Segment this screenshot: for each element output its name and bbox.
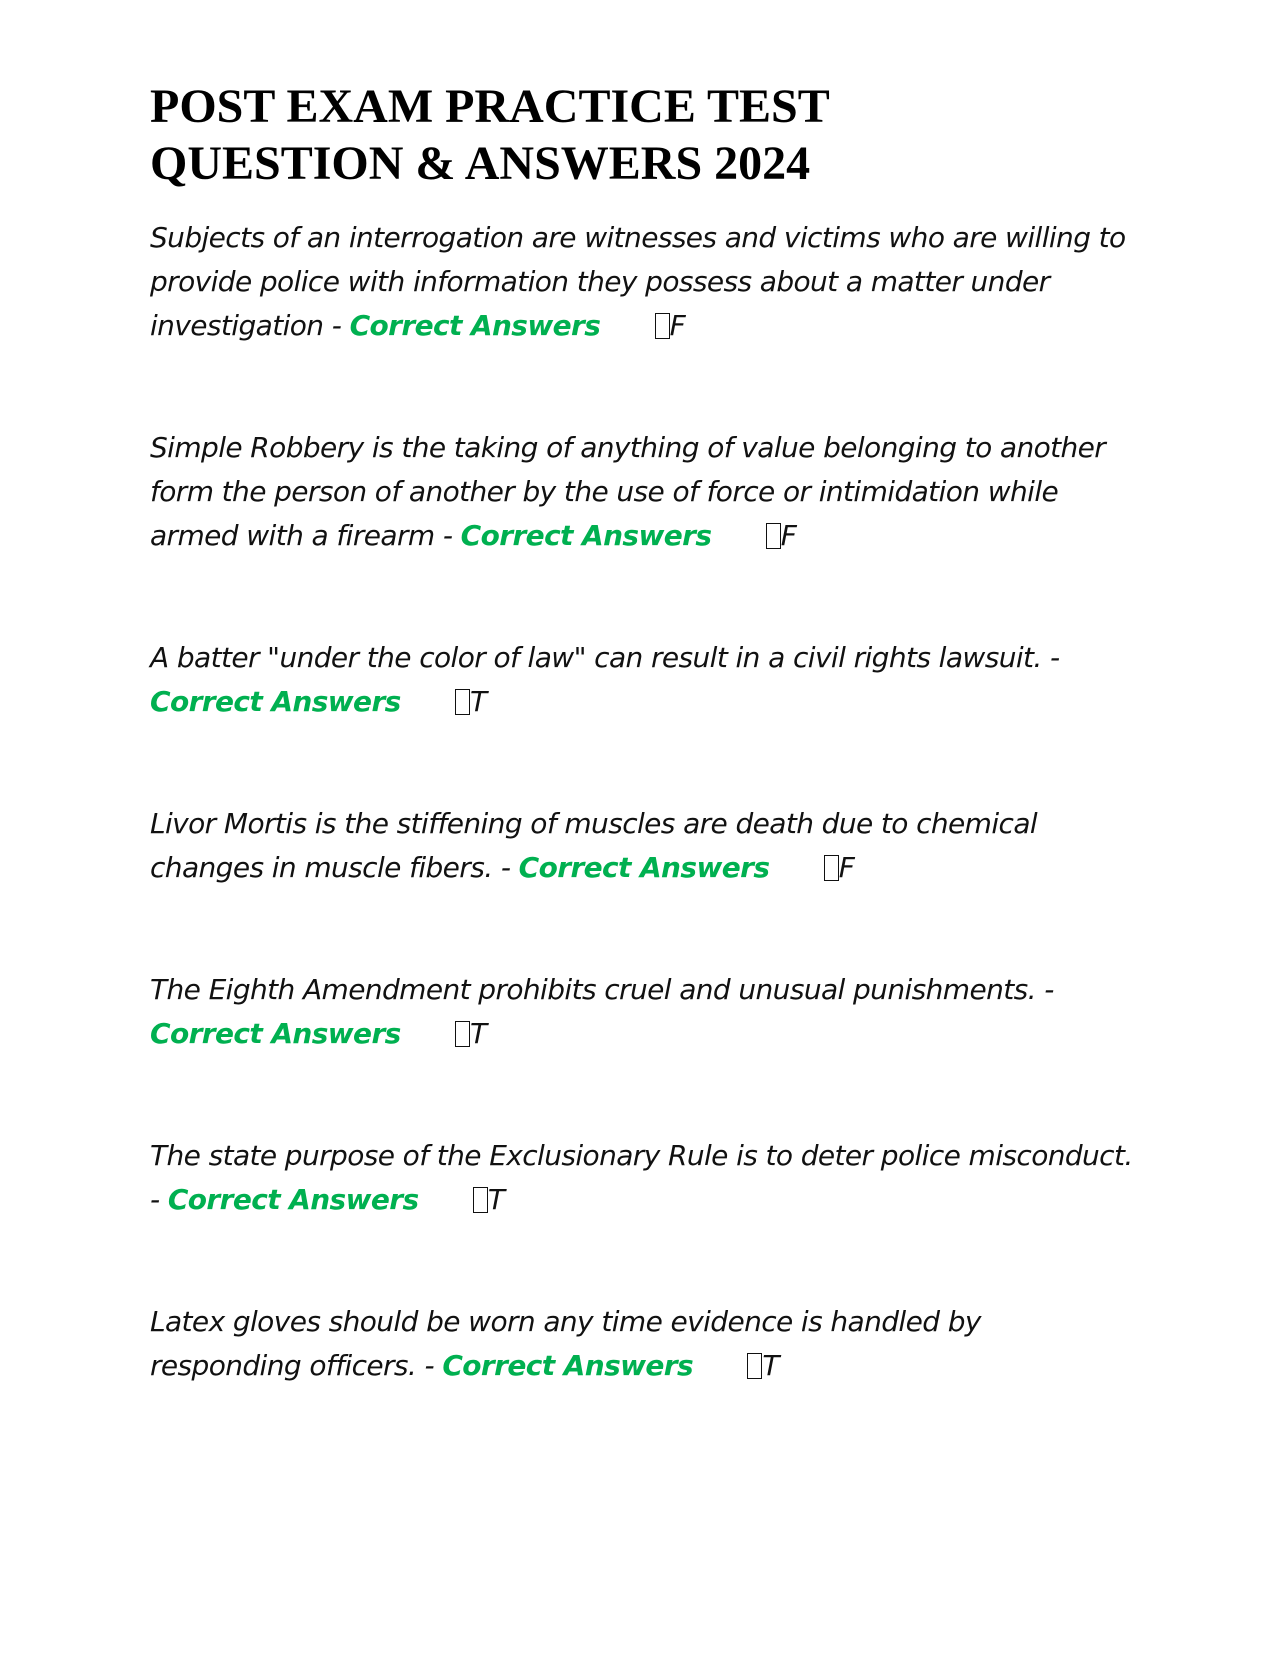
question-text: The state purpose of the Exclusionary Rule is to deter police misconduct. <box>150 1139 1133 1172</box>
question-text: Subjects of an interrogation are witnesses and victims who are willing to provide police with information they possess about a matter under investigation <box>150 221 1126 342</box>
missing-glyph-icon <box>455 1021 470 1047</box>
separator: - <box>442 519 453 552</box>
answer-value: T <box>487 1183 505 1216</box>
answer-label: Correct Answers <box>167 1183 419 1216</box>
answer-label: Correct Answers <box>150 685 401 718</box>
separator: - <box>1044 973 1054 1006</box>
qa-item <box>150 636 1140 724</box>
separator: - <box>331 309 342 342</box>
answer-value: F <box>669 309 686 342</box>
missing-glyph-icon <box>766 523 781 549</box>
document-page <box>150 78 1140 1388</box>
qa-item <box>150 216 1140 348</box>
answer-label: Correct Answers <box>150 1017 401 1050</box>
question-text: Simple Robbery is the taking of anything of value belonging to another form the person of another by the use of force or intimidation while armed with a firearm <box>150 431 1106 552</box>
missing-glyph-icon <box>655 313 670 339</box>
qa-item <box>150 1300 1140 1388</box>
separator: - <box>424 1349 435 1382</box>
separator: - <box>500 851 511 884</box>
answer-label: Correct Answers <box>349 309 601 342</box>
title-line-1: POST EXAM PRACTICE TEST <box>150 80 830 133</box>
separator: - <box>150 1183 160 1216</box>
document-title <box>150 78 1140 192</box>
answer-label: Correct Answers <box>518 851 770 884</box>
qa-item <box>150 1134 1140 1222</box>
missing-glyph-icon <box>824 855 839 881</box>
question-text: Livor Mortis is the stiffening of muscles are death due to chemical changes in muscle fibers. <box>150 807 1038 884</box>
missing-glyph-icon <box>455 689 470 715</box>
answer-value: T <box>470 1017 487 1050</box>
missing-glyph-icon <box>473 1187 488 1213</box>
title-line-2: QUESTION & ANSWERS 2024 <box>150 137 811 190</box>
answer-value: F <box>838 851 855 884</box>
qa-item <box>150 426 1140 558</box>
answer-label: Correct Answers <box>442 1349 694 1382</box>
missing-glyph-icon <box>747 1353 762 1379</box>
qa-list <box>150 216 1140 1388</box>
answer-value: T <box>762 1349 779 1382</box>
question-text: The Eighth Amendment prohibits cruel and unusual punishments. <box>150 973 1036 1006</box>
qa-item <box>150 968 1140 1056</box>
answer-value: F <box>780 519 797 552</box>
answer-label: Correct Answers <box>460 519 712 552</box>
qa-item <box>150 802 1140 890</box>
separator: - <box>1050 641 1060 674</box>
question-text: A batter "under the color of law" can result in a civil rights lawsuit. <box>150 641 1042 674</box>
question-text: Latex gloves should be worn any time evidence is handled by responding officers. <box>150 1305 981 1382</box>
answer-value: T <box>470 685 487 718</box>
